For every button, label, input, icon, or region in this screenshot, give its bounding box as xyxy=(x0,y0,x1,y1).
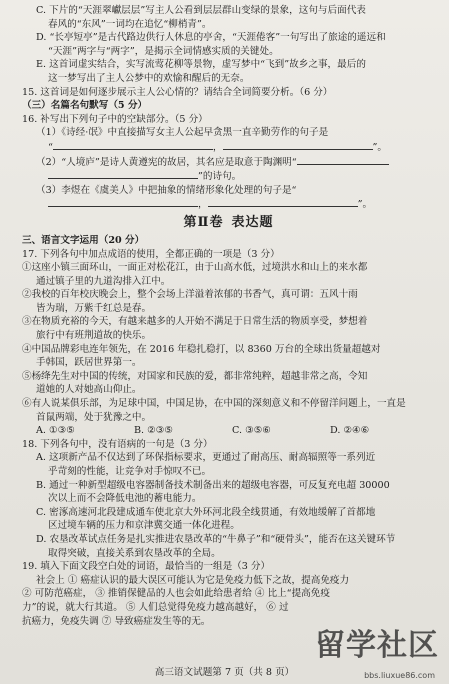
question-17-s6-line2: 首鼠两端，处于犹豫之中。 xyxy=(36,411,152,423)
question-19-passage-line4: 抗癌力，免疫失调 ⑦ 导致癌症发生等的无。 xyxy=(22,615,211,627)
option-d[interactable]: D. ②④⑥ xyxy=(330,425,370,437)
question-16: 16. 补写出下列句子中的空缺部分。（5 分） xyxy=(22,113,208,125)
question-17: 17. 下列各句中加点成语的使用，全都正确的一项是（3 分） xyxy=(22,248,280,260)
question-17-s5-line2: 道她的人对她高山仰止。 xyxy=(36,384,142,396)
option-d-line1: D. “长亭短亭”是古代路边供行人休息的亭舍，“天涯倦客”一句写出了旅途的遥远和 xyxy=(36,32,386,44)
question-17-s4-line2: 手韩国，跃居世界第一。 xyxy=(36,357,142,369)
answer-blank[interactable] xyxy=(208,197,358,207)
question-17-s2-line2: 皆为瑞，万紫千红总是春。 xyxy=(36,302,152,314)
question-17-s3-line1: ③在物质充裕的今天，有越来越多的人开始不满足于日常生活的物质享受，梦想着 xyxy=(22,316,368,328)
watermark-text: 留学社区 xyxy=(315,628,439,663)
question-17-s4-line1: ④中国品牌彩电连年领先，在 2016 年稳扎稳打，以 8360 万台的全球出货量超越对 xyxy=(22,343,381,355)
part-2-title xyxy=(22,213,435,233)
close-quote: ”。 xyxy=(372,141,387,153)
answer-blank[interactable] xyxy=(48,197,198,207)
question-16-item1-answer xyxy=(22,140,435,155)
question-19: 19. 填入下面文段空白处的词语，最恰当的一组是（3 分） xyxy=(22,561,271,573)
open-quote: “ xyxy=(48,141,53,153)
option-e-line1: E. 这首词虚实结合，实写流莺花柳等景物，虚写梦中“飞到”故乡之事，最后的 xyxy=(36,59,366,71)
question-16-item2-tail: ”的诗句。 xyxy=(198,171,242,183)
question-17-s6-line1: ⑥有人说某俱乐部，为足球中国，中国足协，在中国的深刻意义和不停留洋问题上，一直是 xyxy=(22,398,406,410)
question-16-item2-answer xyxy=(22,169,435,184)
close-quote: ”。 xyxy=(357,199,373,211)
option-b[interactable]: B. ②③⑤ xyxy=(134,425,173,437)
comma: ， xyxy=(212,141,223,153)
question-18-c-line2: 区过境车辆的压力和京津冀交通一体化进程。 xyxy=(48,520,240,532)
question-16-item2-text: （2）“人境庐”是诗人黄遵宪的故居，其名应是取意于陶渊明“ xyxy=(36,156,297,168)
question-18-b-line1: B. 通过一种新型超级电容器制备技术制备出来的超级电容器，可反复充电超 30000 xyxy=(36,479,390,491)
part-2-label: 第Ⅱ卷 xyxy=(183,214,224,230)
question-16-item3: （3）李煜在《虞美人》中把抽象的情绪形象化处理的句子是“ xyxy=(36,184,297,196)
question-17-s5-line1: ⑤杨绛先生对中国的传统，对国家和民族的爱，都非常纯粹，超越非常之高，令知 xyxy=(22,370,368,382)
question-18: 18. 下列各句中，没有语病的一句是（3 分） xyxy=(22,438,213,450)
question-18-d-line1: D. 农垦改革试点任务是扎实推进农垦改革的“牛鼻子”和“硬骨头”，能否在这关键环节 xyxy=(36,533,396,545)
question-18-a-line1: A. 这项新产品不仅达到了环保指标要求，更通过了耐高压、耐高辐照等一系列近 xyxy=(36,452,376,464)
section-heading-language: 三、语言文字运用（20 分） xyxy=(22,234,145,246)
question-17-s1-line2: 通过镇子里的九道沟排入江中。 xyxy=(36,275,171,287)
question-19-passage-line3: 力”的说，就大行其道。 ⑤ 人们总觉得免疫力越高越好， ⑥ 过 xyxy=(22,601,289,613)
comma: ， xyxy=(198,199,208,211)
question-16-item1: （1）《诗经·氓》中直接描写女主人公起早贪黑一直辛勤劳作的句子是 xyxy=(36,127,329,139)
part-2-name: 表达题 xyxy=(231,214,274,230)
question-19-passage-line1: 社会上 ① 癌症认识的最大误区可能认为它是免疫力低下之故，提高免疫力 xyxy=(36,574,350,586)
question-18-d-line2: 取得突破，直接关系到农垦改革的全局。 xyxy=(48,547,221,559)
option-c[interactable]: C. ③⑤⑥ xyxy=(232,425,271,437)
watermark-url: bbs.liuxue86.com xyxy=(364,671,435,680)
answer-blank[interactable] xyxy=(53,140,213,150)
option-a[interactable]: A. ①③⑤ xyxy=(36,425,75,437)
question-18-a-line2: 乎苛刻的性能，让竞争对手惊叹不已。 xyxy=(48,466,212,477)
option-e-line2: 这一梦写出了主人公梦中的欢愉和醒后的无奈。 xyxy=(48,72,250,84)
page-footer: 高三语文试题第 7 页（共 8 页） xyxy=(154,667,295,678)
question-17-s2-line1: ②我校的百年校庆晚会上，整个会场上洋溢着浓郁的书香气，真可谓：五风十雨 xyxy=(22,289,358,301)
question-19-passage-line2: ② 可防范癌症， ③ 推销保健品的人也会如此给患者给 ④ 比上“提高免疫 xyxy=(22,588,330,600)
answer-blank[interactable] xyxy=(223,140,373,150)
question-18-b-line2: 次以上而不会降低电池的蓄电能力。 xyxy=(48,493,202,505)
question-17-options xyxy=(22,424,435,438)
question-17-s3-line2: 旅行中有班荆道故的快乐。 xyxy=(36,330,152,342)
answer-blank[interactable] xyxy=(48,169,198,179)
question-18-c-line1: C. 密涿高速河北段建成通车使北京大外环河北段全线贯通，有效地缓解了首都地 xyxy=(36,506,376,518)
option-c-line2: 春风的“东风”一词均在追忆“柳梢青”。 xyxy=(48,18,212,30)
question-16-item2 xyxy=(22,155,435,170)
option-d-line2: “天涯”两字与“两字”，是揭示全词情感实质的关键处。 xyxy=(48,45,279,57)
answer-blank[interactable] xyxy=(297,155,389,165)
question-17-s1-line1: ①这座小镇三面环山，一面正对松花江，由于山高水低，过境洪水和山上的来水都 xyxy=(22,262,368,274)
question-15: 15. 这首词是如何逐步展示主人公心情的？请结合全词简要分析。（6 分） xyxy=(22,86,333,98)
option-c-line1: C. 下片的“天涯翠巘层层”写主人公看到层层群山变绿的景象，这句与后面代表 xyxy=(36,5,366,16)
question-16-item3-answer xyxy=(22,197,435,212)
section-3-heading: （三）名篇名句默写（5 分） xyxy=(22,100,148,112)
